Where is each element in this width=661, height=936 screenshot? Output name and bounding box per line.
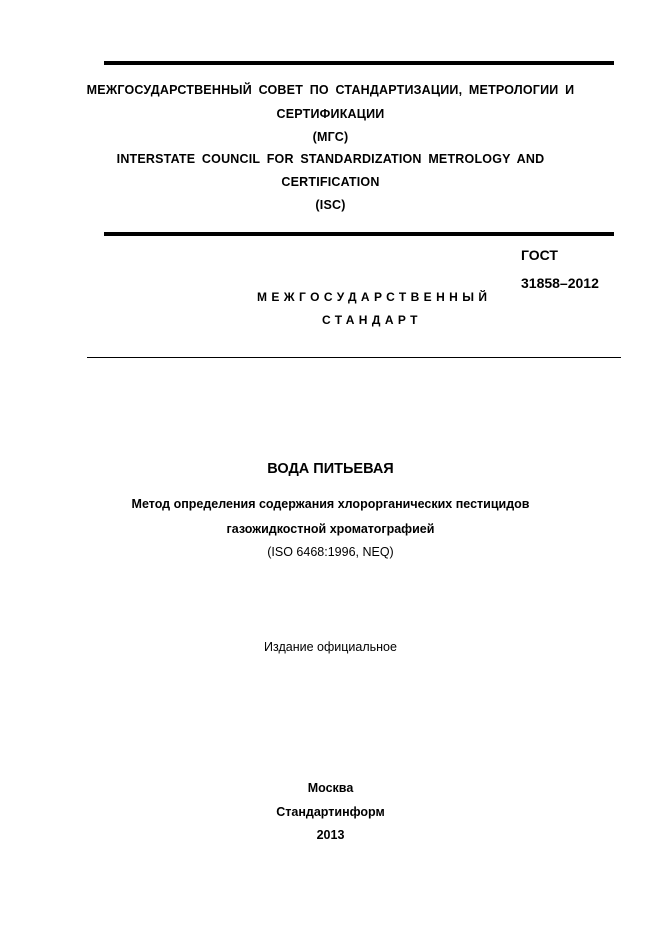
gost-label: ГОСТ — [521, 247, 558, 263]
document-title: ВОДА ПИТЬЕВАЯ — [267, 461, 394, 477]
top-rule — [104, 61, 614, 65]
council-en-abbr: (ISC) — [315, 198, 346, 212]
standard-block-rule — [87, 357, 621, 358]
council-en-line2: CERTIFICATION — [281, 175, 380, 189]
document-subtitle-line2: газожидкостной хроматографией — [226, 522, 435, 536]
council-ru-abbr: (МГС) — [312, 130, 349, 144]
standard-type-line1: МЕЖГОСУДАРСТВЕННЫЙ — [257, 290, 492, 304]
document-subtitle-line1: Метод определения содержания хлорорганических пестицидов — [131, 497, 530, 511]
iso-reference: (ISO 6468:1996, NEQ) — [267, 545, 394, 559]
standard-type-line2: СТАНДАРТ — [322, 313, 422, 327]
council-en-line1: INTERSTATE COUNCIL FOR STANDARDIZATION METROLOGY AND — [116, 152, 545, 166]
footer-city: Москва — [307, 781, 354, 795]
edition-label: Издание официальное — [264, 640, 397, 654]
footer-publisher: Стандартинформ — [276, 805, 385, 819]
header-bottom-rule — [104, 232, 614, 236]
council-ru-line1: МЕЖГОСУДАРСТВЕННЫЙ СОВЕТ ПО СТАНДАРТИЗАЦИИ, МЕТРОЛОГИИ И — [86, 83, 575, 97]
gost-number: 31858–2012 — [521, 275, 599, 291]
council-ru-line2: СЕРТИФИКАЦИИ — [276, 107, 385, 121]
footer-year: 2013 — [316, 828, 345, 842]
